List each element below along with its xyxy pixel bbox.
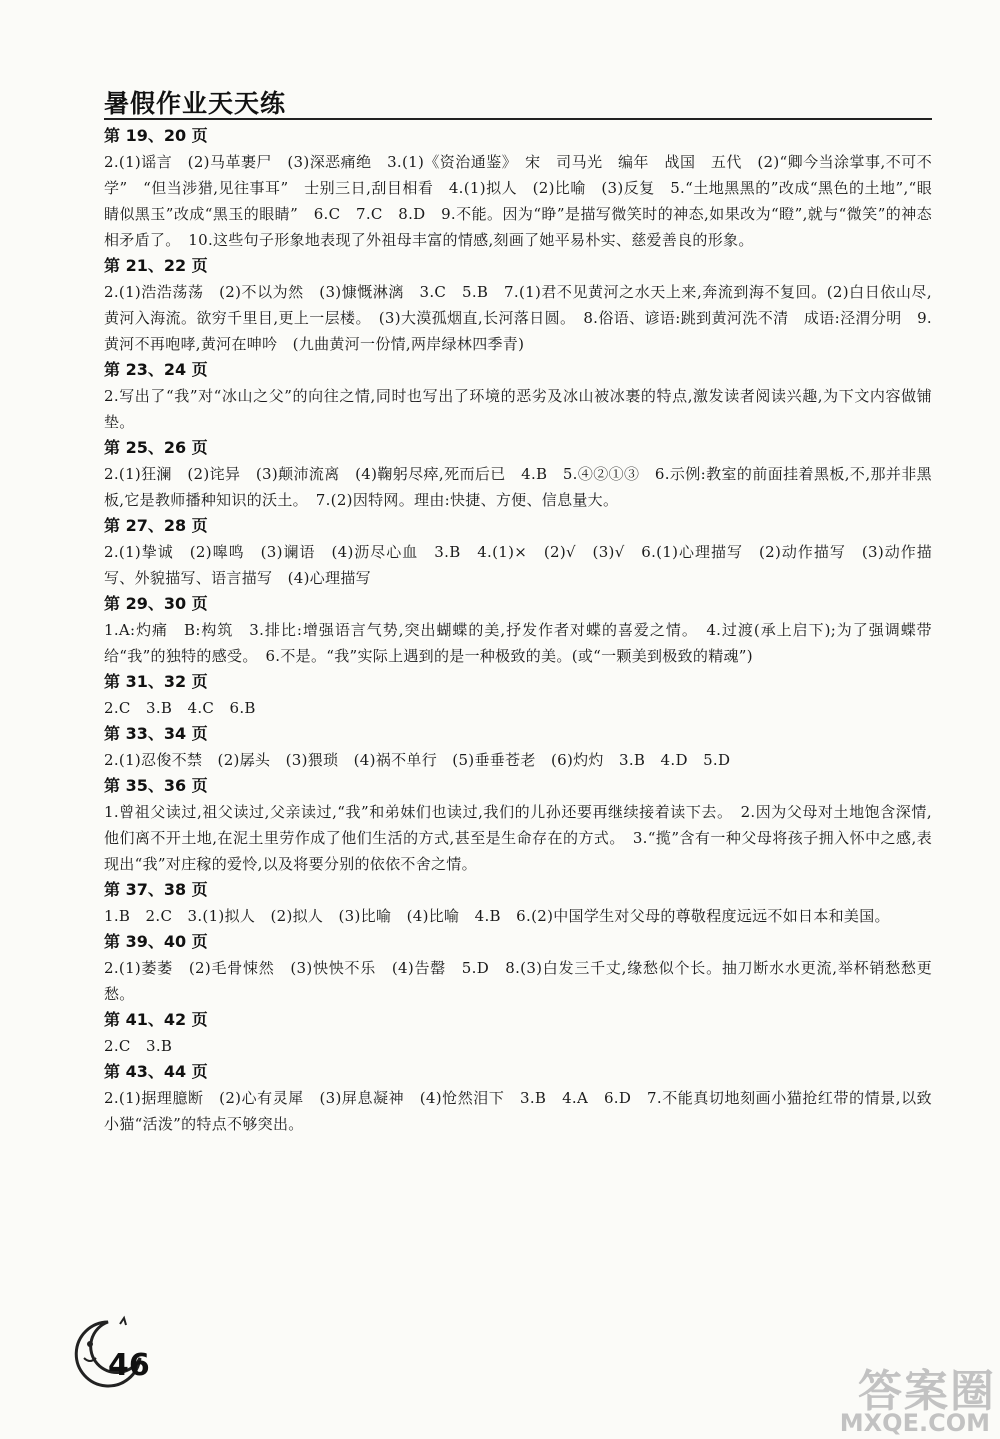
- section-body: 2.(1)浩浩荡荡 (2)不以为然 (3)慷慨淋漓 3.C 5.B 7.(1)君不见黄河之水天上来,奔流到海不复回。(2)白日依山尽,黄河入海流。欲穷千里目,更上一层楼。 (3)大漠孤烟直,长河落日圆。 8.俗语、谚语:跳到黄河洗不清 成语:泾渭分明 9.黄河不再咆哮,黄河在呻吟 (九曲黄河一份情,两岸绿林四季青): [104, 283, 932, 353]
- section-35-36: [104, 773, 932, 877]
- watermark-logo: 答案圈: [858, 1366, 996, 1417]
- section-title: 第 43、44 页: [104, 1062, 208, 1081]
- watermark: [806, 1355, 996, 1439]
- section-37-38: [104, 877, 932, 929]
- section-title: 第 33、34 页: [104, 724, 208, 743]
- section-33-34: [104, 721, 932, 773]
- section-23-24: [104, 357, 932, 435]
- section-body: 1.B 2.C 3.(1)拟人 (2)拟人 (3)比喻 (4)比喻 4.B 6.(2)中国学生对父母的尊敬程度远远不如日本和美国。: [104, 907, 890, 925]
- section-title: 第 35、36 页: [104, 776, 208, 795]
- section-body: 2.C 3.B: [104, 1037, 173, 1055]
- page-number: 46: [108, 1348, 150, 1383]
- answer-content: [104, 123, 932, 1137]
- section-title: 第 37、38 页: [104, 880, 208, 899]
- section-body: 2.(1)谣言 (2)马革裹尸 (3)深恶痛绝 3.(1)《资治通鉴》 宋 司马光 编年 战国 五代 (2)“卿今当涂掌事,不可不学” “但当涉猎,见往事耳” 士别三日,刮目相看 4.(1)拟人 (2)比喻 (3)反复 5.“土地黑黑的”改成“黑色的土地”,“眼睛似黑玉”改成“黑玉的眼睛” 6.C 7.C 8.D 9.不能。因为“睁”是描写微笑时的神态,如果改为“瞪”,就与“微笑”的神态相矛盾了。 10.这些句子形象地表现了外祖母丰富的情感,刻画了她平易朴实、慈爱善良的形象。: [104, 153, 932, 249]
- section-title: 第 39、40 页: [104, 932, 208, 951]
- section-body: 2.(1)忍俊不禁 (2)孱头 (3)猥琐 (4)祸不单行 (5)垂垂苍老 (6)灼灼 3.B 4.D 5.D: [104, 751, 731, 769]
- section-body: 2.(1)狂澜 (2)诧异 (3)颠沛流离 (4)鞠躬尽瘁,死而后已 4.B 5.④②①③ 6.示例:教室的前面挂着黑板,不,那并非黑板,它是教师播种知识的沃土。 7.(2)因特网。理由:快捷、方便、信息量大。: [104, 465, 932, 509]
- section-31-32: [104, 669, 932, 721]
- section-39-40: [104, 929, 932, 1007]
- section-body: 1.A:灼痛 B:构筑 3.排比:增强语言气势,突出蝴蝶的美,抒发作者对蝶的喜爱之情。 4.过渡(承上启下);为了强调蝶带给“我”的独特的感受。 6.不是。“我”实际上遇到的是一种极致的美。(或“一颗美到极致的精魂”): [104, 621, 932, 665]
- section-body: 2.写出了“我”对“冰山之父”的向往之情,同时也写出了环境的恶劣及冰山被冰裹的特点,激发读者阅读兴趣,为下文内容做铺垫。: [104, 387, 932, 431]
- section-body: 2.(1)挚诚 (2)嗥鸣 (3)谰语 (4)沥尽心血 3.B 4.(1)× (2)√ (3)√ 6.(1)心理描写 (2)动作描写 (3)动作描写、外貌描写、语言描写 (4)心理描写: [104, 543, 932, 587]
- section-title: 第 19、20 页: [104, 126, 208, 145]
- section-29-30: [104, 591, 932, 669]
- watermark-url: MXQE.COM: [839, 1409, 990, 1437]
- section-title: 第 27、28 页: [104, 516, 208, 535]
- section-21-22: [104, 253, 932, 357]
- section-title: 第 25、26 页: [104, 438, 208, 457]
- section-body: 1.曾祖父读过,祖父读过,父亲读过,“我”和弟妹们也读过,我们的儿孙还要再继续接着读下去。 2.因为父母对土地饱含深情,他们离不开土地,在泥土里劳作成了他们生活的方式,甚至是生命存在的方式。 3.“揽”含有一种父母将孩子拥入怀中之感,表现出“我”对庄稼的爱怜,以及将要分别的依依不舍之情。: [104, 803, 932, 873]
- section-body: 2.(1)据理臆断 (2)心有灵犀 (3)屏息凝神 (4)怆然泪下 3.B 4.A 6.D 7.不能真切地刻画小猫抢红带的情景,以致小猫“活泼”的特点不够突出。: [104, 1089, 932, 1133]
- section-body: 2.C 3.B 4.C 6.B: [104, 699, 256, 717]
- header-title: 暑假作业天天练: [104, 89, 287, 118]
- section-title: 第 31、32 页: [104, 672, 208, 691]
- section-title: 第 41、42 页: [104, 1010, 208, 1029]
- section-title: 第 23、24 页: [104, 360, 208, 379]
- section-19-20: [104, 123, 932, 253]
- section-27-28: [104, 513, 932, 591]
- header-rule: [104, 118, 932, 120]
- section-25-26: [104, 435, 932, 513]
- section-title: 第 21、22 页: [104, 256, 208, 275]
- section-41-42: [104, 1007, 932, 1059]
- section-body: 2.(1)萎萎 (2)毛骨悚然 (3)怏怏不乐 (4)告罄 5.D 8.(3)白发三千丈,缘愁似个长。抽刀断水水更流,举杯销愁愁更愁。: [104, 959, 932, 1003]
- section-43-44: [104, 1059, 932, 1137]
- section-title: 第 29、30 页: [104, 594, 208, 613]
